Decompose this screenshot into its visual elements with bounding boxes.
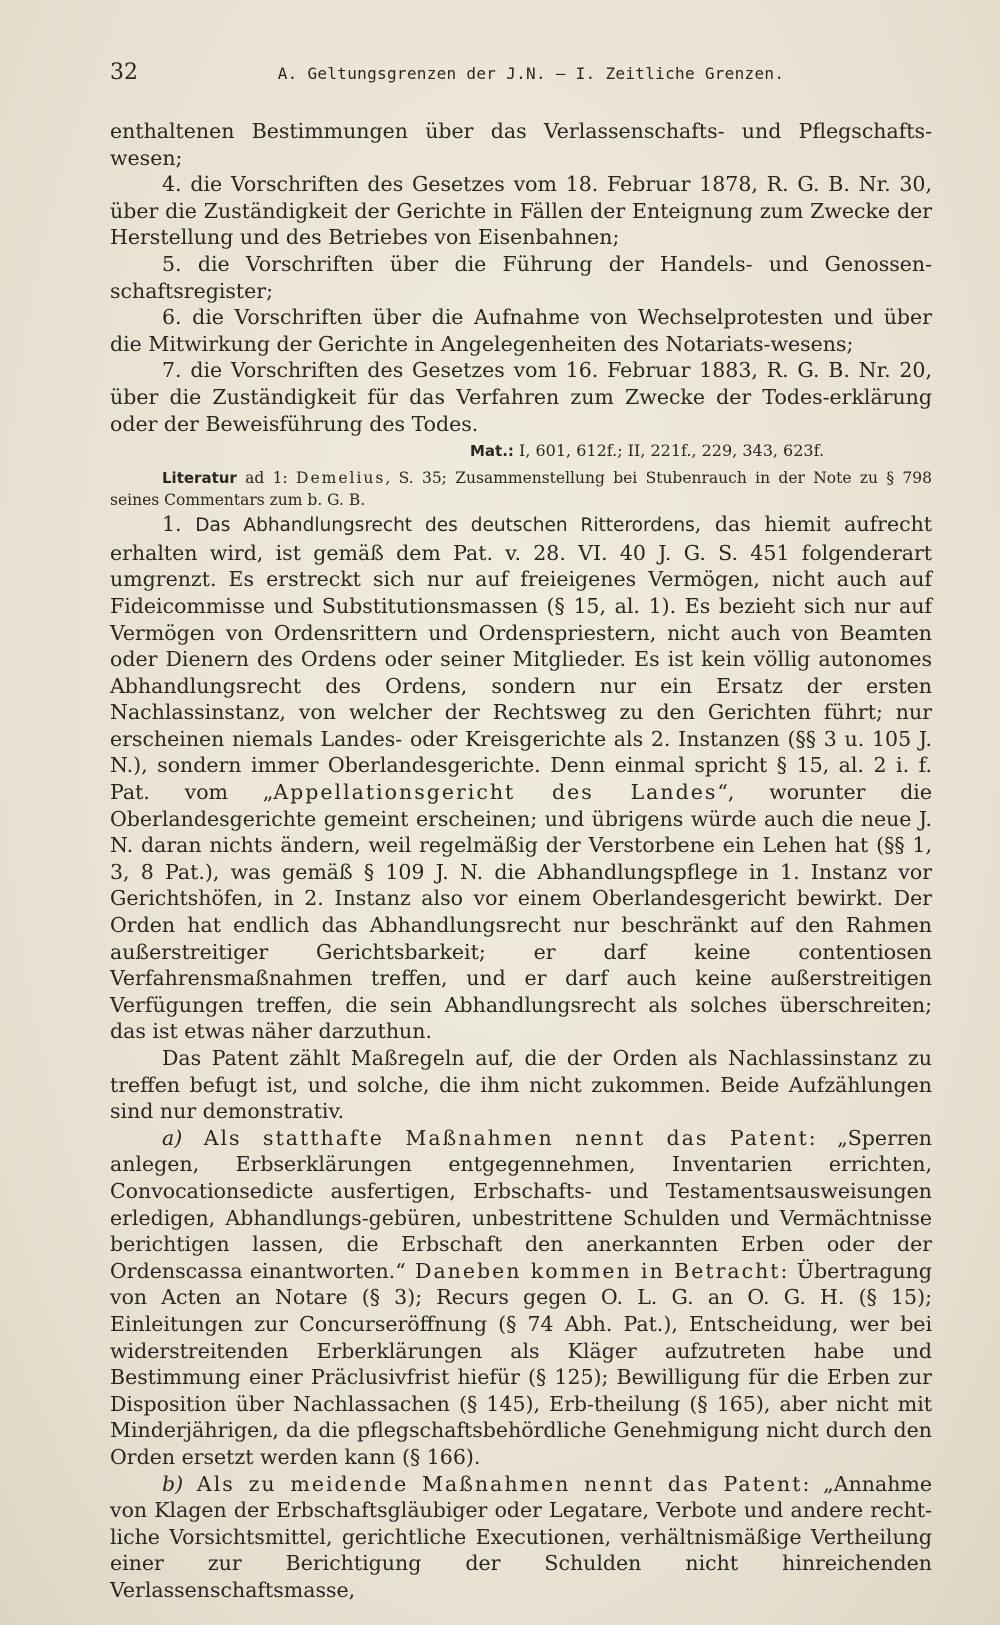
paragraph-a bbox=[110, 1125, 932, 1471]
body-text bbox=[110, 118, 932, 1603]
paragraph-patent: Das Patent zählt Maßregeln auf, die der Orden als Nachlassinstanz zu treffen befugt ist, und solche, die ihm nicht zukommen. Beide Aufzählungen sind nur demonstrativ. bbox=[110, 1046, 932, 1124]
literature-text-1: ad 1: bbox=[236, 469, 297, 488]
paragraph-continuation: enthaltenen Bestimmungen über das Verlassenschafts- und Pflegschafts-wesen; bbox=[110, 119, 932, 170]
running-head: A. Geltungsgrenzen der J.N. — I. Zeitliche Grenzen. bbox=[277, 64, 785, 83]
materials-label: Mat.: bbox=[470, 442, 514, 461]
literature-note bbox=[110, 467, 932, 511]
list-item-4: 4. die Vorschriften des Gesetzes vom 18. Februar 1878, R. G. B. Nr. 30, über die Zuständigkeit der Gerichte in Fällen der Enteignung zum Zwecke der Herstellung und des Betriebes von Eisenbahnen; bbox=[110, 172, 932, 250]
list-item-7: 7. die Vorschriften des Gesetzes vom 16. Februar 1883, R. G. B. Nr. 20, über die Zuständigkeit für das Verfahren zum Zwecke der Todes-erklärung oder der Beweisführung des Todes. bbox=[110, 358, 932, 436]
section-1-paragraph bbox=[110, 511, 932, 1045]
emphasized-phrase-b: Als zu meidende Maßnahmen nennt das Patent: bbox=[183, 1471, 812, 1496]
paragraph-b bbox=[110, 1471, 932, 1604]
section-text-2: “, worunter die Oberlandesgerichte gemeint erscheinen; und übrigens würde auch die neue J. N. daran nichts ändern, weil regelmäßig der Verstorbene ein Lehen hat (§§ 1, 3, 8 Pat.), was gemäß § 109 J. N. die Abhandlungspflege in 1. Instanz vor Gerichtshöfen, in 2. Instanz also vor einem Oberlandesgericht bewirkt. Der Orden hat endlich das Abhandlungsrecht nur beschränkt auf den Rahmen außerstreitiger Gerichtsbarkeit; er darf keine contentiosen Verfahrensmaßnahmen treffen, und er darf auch keine außerstreitigen Verfügungen treffen, die sein Abhandlungsrecht als solches überschreiten; das ist etwas näher darzuthun. bbox=[110, 780, 932, 1044]
section-text: , das hiemit aufrecht erhalten wird, ist gemäß dem Pat. v. 28. VI. 40 J. G. S. 451 folgenderart umgrenzt. Es erstreckt sich nur auf freieigenes Vermögen, nicht auch auf Fideicommisse und Substitutionsmassen (§ 15, al. 1). Es bezieht sich nur auf Vermögen von Ordensrittern und Ordenspriestern, nicht auch von Beamten oder Dienern des Ordens oder seiner Mitglieder. Es ist kein völlig autonomes Abhandlungsrecht des Ordens, sondern nur ein Ersatz der ersten Nachlassinstanz, von welcher der Rechtsweg zu den Gerichten führt; nur erscheinen niemals Landes- oder Kreisgerichte als 2. Instanzen (§§ 3 u. 105 J. N.), sondern immer Oberlandesgerichte. Denn einmal spricht § 15, al. 2 i. f. Pat. vom „ bbox=[110, 512, 933, 805]
literature-label: Literatur bbox=[162, 469, 237, 488]
materials-text: I, 601, 612f.; II, 221f., 229, 343, 623f. bbox=[513, 441, 825, 461]
item-letter-a: a) bbox=[162, 1125, 183, 1150]
item-letter-b: b) bbox=[162, 1471, 184, 1496]
literature-text-2: , S. 35; Zusammenstellung bei Stubenrauch in der Note zu § 798 seines Commentars zum b. G. B. bbox=[110, 469, 932, 510]
emphasized-phrase-a2: Daneben kommen in Betracht: bbox=[405, 1258, 790, 1283]
section-heading: Das Abhandlungsrecht des deutschen Ritterordens bbox=[195, 515, 695, 537]
materials-reference bbox=[110, 439, 932, 463]
literature-author: Demelius bbox=[296, 469, 386, 488]
emphasized-phrase: Appellationsgericht des Landes bbox=[273, 780, 718, 805]
section-number: 1. bbox=[162, 512, 196, 537]
paragraph-b-text: „Annahme von Klagen der Erbschaftsgläubiger oder Legatare, Verbote und andere recht-liche Vorsichtsmittel, gerichtliche Executionen, verhältnismäßige Vertheilung einer zur Berichtigung der Schulden nicht hinreichenden Verlassenschaftsmasse, bbox=[110, 1471, 932, 1602]
list-item-5: 5. die Vorschriften über die Führung der Handels- und Genossen-schaftsregister; bbox=[110, 251, 932, 303]
list-item-6: 6. die Vorschriften über die Aufnahme von Wechselprotesten und über die Mitwirkung der Gerichte in Angelegenheiten des Notariats-wesens; bbox=[110, 305, 932, 356]
emphasized-phrase-a: Als statthafte Maßnahmen nennt das Patent: bbox=[182, 1125, 818, 1150]
paragraph-a-text: „Sperren anlegen, Erbserklärungen entgegennehmen, Inventarien errichten, Convocationsedicte ausfertigen, Erbschafts- und Testamentsausweisungen erledigen, Abhandlungs-gebüren, unbestrittene Schulden und Vermächtnisse berichtigen lassen, die Erbschaft den anerkannten Erben oder der Ordenscassa einantworten.“ bbox=[110, 1125, 933, 1283]
paragraph-a-text-2: Übertragung von Acten an Notare (§ 3); Recurs gegen O. L. G. an O. G. H. (§ 15); Einleitungen zur Concurseröffnung (§ 74 Abh. Pat.), Entscheidung, wer bei widerstreitenden Erberklärungen als Kläger aufzutreten habe und Bestimmung einer Präclusivfrist hiefür (§ 125); Bewilligung für die Erben zur Disposition über Nachlassachen (§ 145), Erb-theilung (§ 165), aber nicht mit Minderjährigen, da die pflegschaftsbehördliche Genehmigung nicht durch den Orden ersetzt werden kann (§ 166). bbox=[110, 1258, 932, 1469]
page-number: 32 bbox=[110, 60, 138, 85]
page-header bbox=[110, 60, 932, 100]
